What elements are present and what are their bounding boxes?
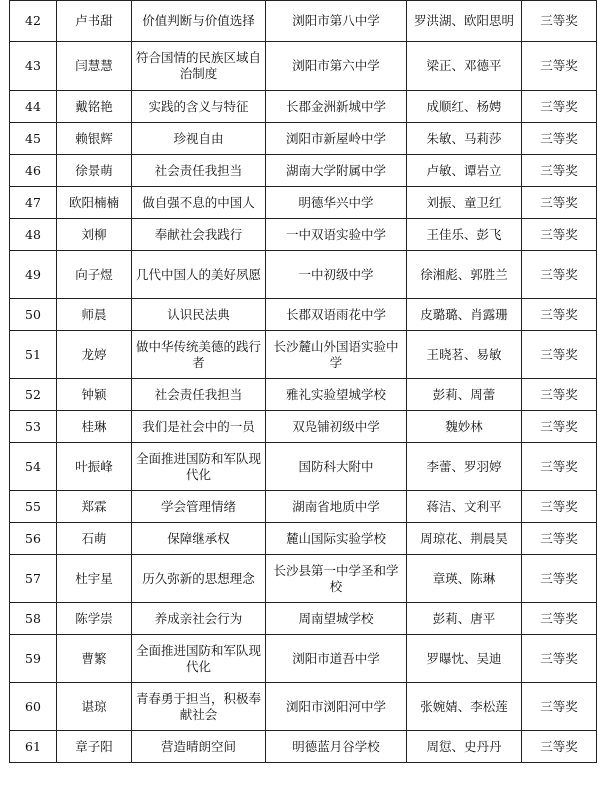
row-number: 45 [10, 123, 57, 155]
instructor-names: 王佳乐、彭飞 [407, 219, 522, 251]
lesson-topic: 保障继承权 [132, 523, 266, 555]
student-name: 陈学崇 [57, 603, 132, 635]
student-name: 闫慧慧 [57, 42, 132, 91]
student-name: 杜宇星 [57, 555, 132, 603]
award-level: 三等奖 [522, 523, 597, 555]
lesson-topic: 价值判断与价值选择 [132, 1, 266, 42]
lesson-topic: 奉献社会我践行 [132, 219, 266, 251]
student-name: 戴铭艳 [57, 91, 132, 123]
award-level: 三等奖 [522, 1, 597, 42]
table-row [10, 1, 597, 42]
row-number: 52 [10, 379, 57, 411]
table-row [10, 683, 597, 731]
instructor-names: 罗曝忱、吴迪 [407, 635, 522, 683]
award-level: 三等奖 [522, 635, 597, 683]
table-row [10, 635, 597, 683]
row-number: 53 [10, 411, 57, 443]
row-number: 44 [10, 91, 57, 123]
row-number: 50 [10, 299, 57, 331]
row-number: 49 [10, 251, 57, 299]
award-level: 三等奖 [522, 683, 597, 731]
instructor-names: 彭莉、周蕾 [407, 379, 522, 411]
school-name: 长郡金洲新城中学 [266, 91, 407, 123]
lesson-topic: 社会责任我担当 [132, 155, 266, 187]
lesson-topic: 社会责任我担当 [132, 379, 266, 411]
lesson-topic: 珍视自由 [132, 123, 266, 155]
award-level: 三等奖 [522, 731, 597, 763]
school-name: 麓山国际实验学校 [266, 523, 407, 555]
instructor-names: 王晓茗、易敏 [407, 331, 522, 379]
row-number: 42 [10, 1, 57, 42]
lesson-topic: 全面推进国防和军队现代化 [132, 635, 266, 683]
student-name: 师晨 [57, 299, 132, 331]
lesson-topic: 全面推进国防和军队现代化 [132, 443, 266, 491]
award-level: 三等奖 [522, 123, 597, 155]
lesson-topic: 认识民法典 [132, 299, 266, 331]
instructor-names: 彭莉、唐平 [407, 603, 522, 635]
lesson-topic: 我们是社会中的一员 [132, 411, 266, 443]
school-name: 浏阳市第八中学 [266, 1, 407, 42]
award-level: 三等奖 [522, 42, 597, 91]
school-name: 湖南省地质中学 [266, 491, 407, 523]
table-row [10, 251, 597, 299]
table-row [10, 219, 597, 251]
row-number: 56 [10, 523, 57, 555]
award-level: 三等奖 [522, 555, 597, 603]
lesson-topic: 学会管理情绪 [132, 491, 266, 523]
school-name: 浏阳市第六中学 [266, 42, 407, 91]
row-number: 58 [10, 603, 57, 635]
student-name: 刘柳 [57, 219, 132, 251]
instructor-names: 周琼花、荆晨昊 [407, 523, 522, 555]
award-level: 三等奖 [522, 379, 597, 411]
instructor-names: 朱敏、马莉莎 [407, 123, 522, 155]
school-name: 湖南大学附属中学 [266, 155, 407, 187]
table-row [10, 91, 597, 123]
school-name: 浏阳市浏阳河中学 [266, 683, 407, 731]
award-level: 三等奖 [522, 155, 597, 187]
award-level: 三等奖 [522, 251, 597, 299]
table-row [10, 187, 597, 219]
school-name: 一中初级中学 [266, 251, 407, 299]
row-number: 60 [10, 683, 57, 731]
table-row [10, 411, 597, 443]
school-name: 浏阳市道吾中学 [266, 635, 407, 683]
lesson-topic: 营造晴朗空间 [132, 731, 266, 763]
student-name: 谌琼 [57, 683, 132, 731]
table-row [10, 123, 597, 155]
lesson-topic: 符合国情的民族区域自治制度 [132, 42, 266, 91]
instructor-names: 皮璐璐、肖露珊 [407, 299, 522, 331]
row-number: 51 [10, 331, 57, 379]
table-row [10, 443, 597, 491]
student-name: 向子煜 [57, 251, 132, 299]
instructor-names: 徐湘彪、郭胜兰 [407, 251, 522, 299]
row-number: 61 [10, 731, 57, 763]
award-level: 三等奖 [522, 91, 597, 123]
instructor-names: 成顺红、杨娉 [407, 91, 522, 123]
student-name: 龙婷 [57, 331, 132, 379]
award-level: 三等奖 [522, 491, 597, 523]
school-name: 双凫铺初级中学 [266, 411, 407, 443]
award-level: 三等奖 [522, 299, 597, 331]
table-row [10, 491, 597, 523]
instructor-names: 魏妙林 [407, 411, 522, 443]
award-table-body [10, 1, 597, 763]
row-number: 46 [10, 155, 57, 187]
student-name: 钟颖 [57, 379, 132, 411]
instructor-names: 周愆、史丹丹 [407, 731, 522, 763]
table-row [10, 331, 597, 379]
award-level: 三等奖 [522, 331, 597, 379]
row-number: 43 [10, 42, 57, 91]
award-level: 三等奖 [522, 219, 597, 251]
table-row [10, 155, 597, 187]
row-number: 54 [10, 443, 57, 491]
table-row [10, 42, 597, 91]
student-name: 赖银辉 [57, 123, 132, 155]
lesson-topic: 青春勇于担当，积极奉献社会 [132, 683, 266, 731]
award-level: 三等奖 [522, 603, 597, 635]
school-name: 一中双语实验中学 [266, 219, 407, 251]
table-row [10, 731, 597, 763]
lesson-topic: 几代中国人的美好夙愿 [132, 251, 266, 299]
student-name: 桂琳 [57, 411, 132, 443]
student-name: 徐景萌 [57, 155, 132, 187]
school-name: 长郡双语雨花中学 [266, 299, 407, 331]
lesson-topic: 养成亲社会行为 [132, 603, 266, 635]
lesson-topic: 做中华传统美德的践行者 [132, 331, 266, 379]
table-row [10, 555, 597, 603]
award-level: 三等奖 [522, 187, 597, 219]
student-name: 卢书甜 [57, 1, 132, 42]
instructor-names: 罗洪湖、欧阳思明 [407, 1, 522, 42]
row-number: 47 [10, 187, 57, 219]
award-table [9, 0, 597, 763]
lesson-topic: 历久弥新的思想理念 [132, 555, 266, 603]
school-name: 周南望城学校 [266, 603, 407, 635]
school-name: 长沙县第一中学圣和学校 [266, 555, 407, 603]
school-name: 雅礼实验望城学校 [266, 379, 407, 411]
table-row [10, 299, 597, 331]
student-name: 欧阳楠楠 [57, 187, 132, 219]
instructor-names: 李蕾、罗羽婷 [407, 443, 522, 491]
table-row [10, 379, 597, 411]
instructor-names: 刘振、童卫红 [407, 187, 522, 219]
table-row [10, 523, 597, 555]
row-number: 55 [10, 491, 57, 523]
instructor-names: 章瑛、陈琳 [407, 555, 522, 603]
student-name: 章子阳 [57, 731, 132, 763]
table-row [10, 603, 597, 635]
row-number: 48 [10, 219, 57, 251]
school-name: 国防科大附中 [266, 443, 407, 491]
award-level: 三等奖 [522, 443, 597, 491]
student-name: 曹繁 [57, 635, 132, 683]
row-number: 59 [10, 635, 57, 683]
instructor-names: 梁正、邓德平 [407, 42, 522, 91]
award-level: 三等奖 [522, 411, 597, 443]
instructor-names: 卢敏、谭岩立 [407, 155, 522, 187]
school-name: 长沙麓山外国语实验中学 [266, 331, 407, 379]
student-name: 郑霖 [57, 491, 132, 523]
school-name: 浏阳市新屋岭中学 [266, 123, 407, 155]
lesson-topic: 做自强不息的中国人 [132, 187, 266, 219]
school-name: 明德蓝月谷学校 [266, 731, 407, 763]
instructor-names: 蒋洁、文利平 [407, 491, 522, 523]
school-name: 明德华兴中学 [266, 187, 407, 219]
student-name: 石萌 [57, 523, 132, 555]
lesson-topic: 实践的含义与特征 [132, 91, 266, 123]
student-name: 叶振峰 [57, 443, 132, 491]
row-number: 57 [10, 555, 57, 603]
instructor-names: 张婉婧、李松莲 [407, 683, 522, 731]
